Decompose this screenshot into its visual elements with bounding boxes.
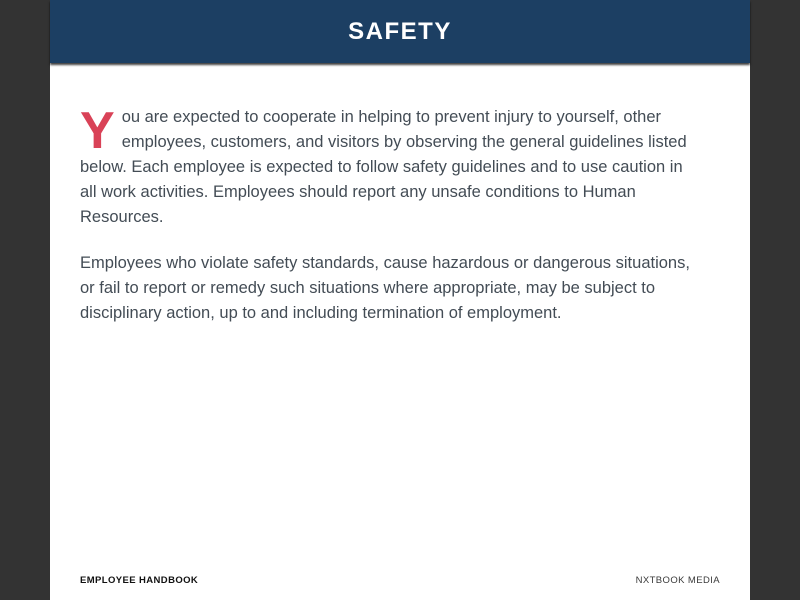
handbook-page [50,0,750,600]
footer-handbook-label: EMPLOYEE HANDBOOK [80,575,199,586]
intro-paragraph [80,102,698,230]
footer-publisher-label: NXTBOOK MEDIA [635,575,720,586]
page-footer [80,575,720,586]
page-content [50,63,750,326]
intro-paragraph-text: ou are expected to cooperate in helping to prevent injury to yourself, other employees, customers, and visitors by observing the general guidelines listed below. Each employee is expected to follow safety guidelines and to use caution in all work activities. Employees should report any unsafe conditions to Human Resources. [80,108,687,226]
dropcap-letter: Y [80,102,115,160]
page-header [50,0,750,63]
policy-paragraph: Employees who violate safety standards, cause hazardous or dangerous situations, or fail to report or remedy such situations where appropriate, may be subject to disciplinary action, up to and including termination of employment. [80,254,690,322]
page-title: SAFETY [348,17,452,45]
